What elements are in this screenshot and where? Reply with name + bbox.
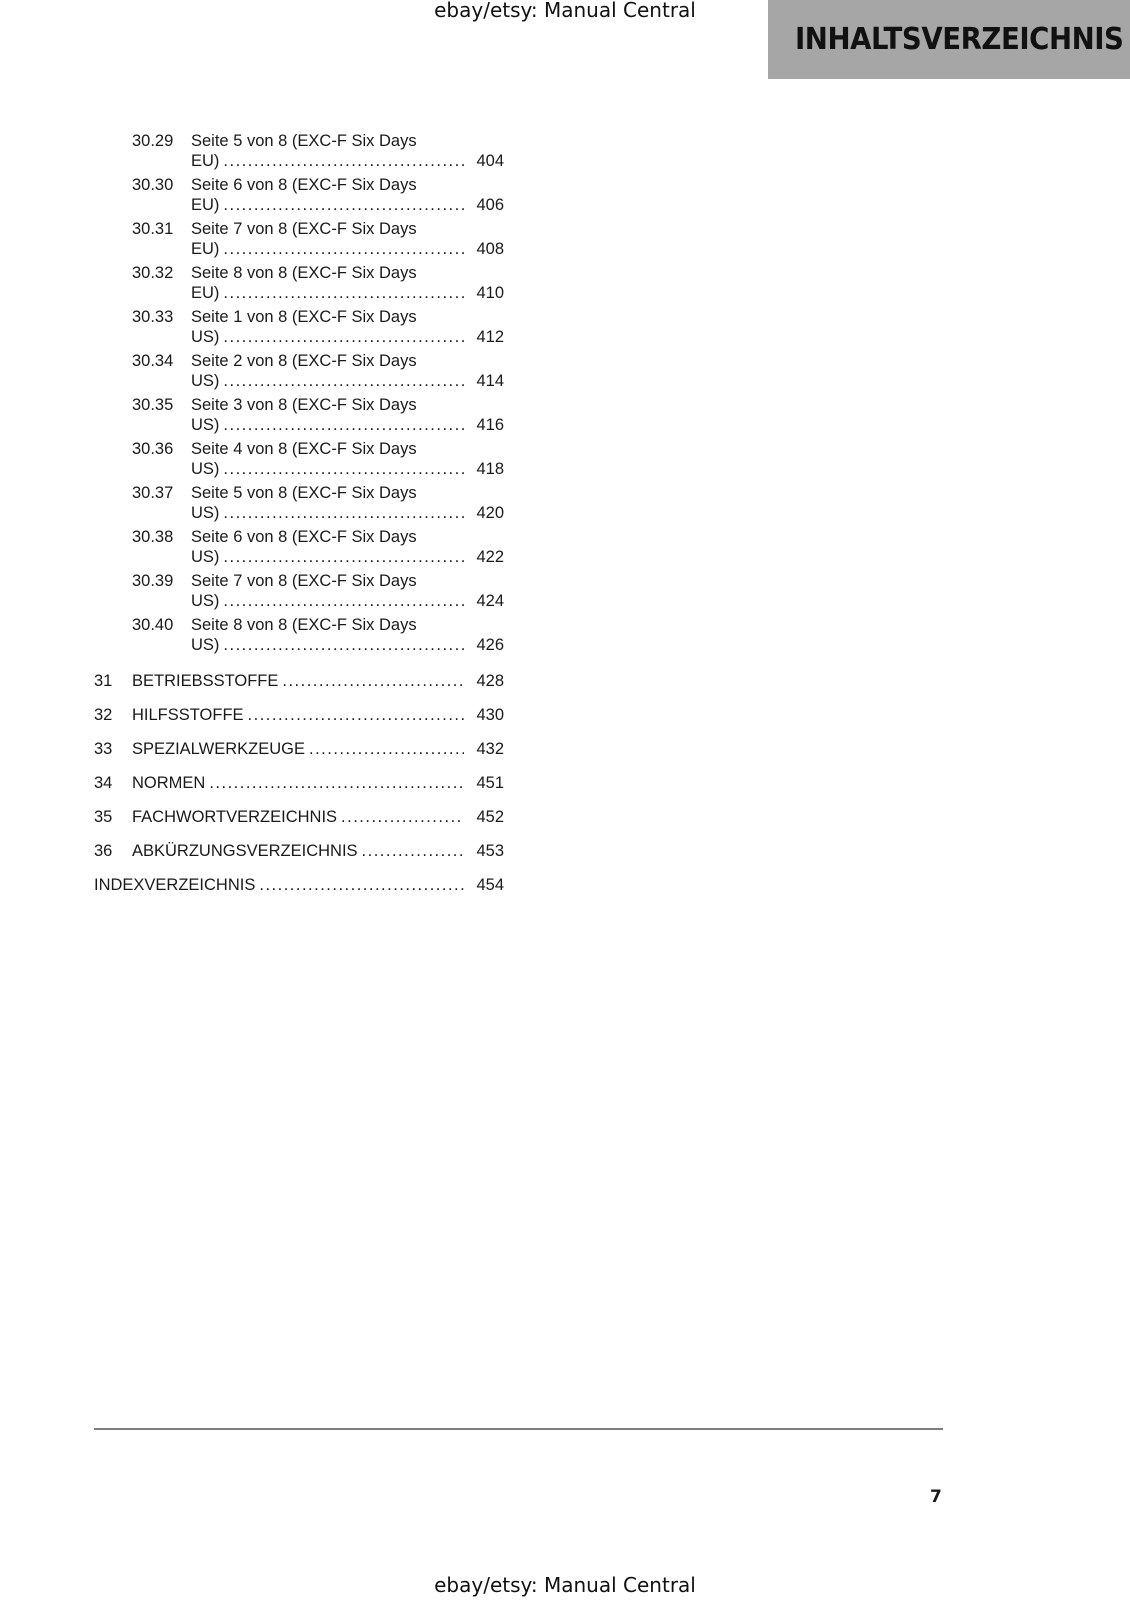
toc-entry-page: 404 [476, 152, 504, 170]
toc-chapter-page: 432 [476, 740, 504, 758]
leader-dots [209, 774, 464, 808]
leader-dots [223, 372, 464, 391]
toc-entry-page: 406 [476, 196, 504, 214]
toc-entry-number: 30.37 [132, 484, 174, 502]
toc-chapter-entry[interactable] [94, 808, 504, 842]
toc-entry-title-cont: US) [191, 592, 220, 610]
section-title: INHALTSVERZEICHNIS [795, 22, 1124, 57]
toc-entry-page: 410 [476, 284, 504, 302]
footer-divider [94, 1428, 943, 1430]
toc-entry[interactable] [94, 528, 504, 572]
toc-entry-title-cont: EU) [191, 284, 220, 302]
toc-entry-title-cont: US) [191, 328, 220, 346]
toc-entry-title: Seite 8 von 8 (EXC-F Six Days [191, 264, 417, 282]
toc-chapter-page: 451 [476, 774, 504, 792]
toc-entry-page: 408 [476, 240, 504, 258]
toc-entry[interactable] [94, 396, 504, 440]
toc-entry-page: 420 [476, 504, 504, 522]
toc-chapter-page: 452 [476, 808, 504, 826]
leader-dots [282, 672, 464, 706]
toc-entry-title-cont: EU) [191, 240, 220, 258]
toc-chapter-entry[interactable] [94, 774, 504, 808]
toc-entry[interactable] [94, 264, 504, 308]
watermark-bottom: ebay/etsy: Manual Central [434, 1573, 696, 1597]
leader-dots [223, 284, 464, 303]
toc-entry-number: 30.35 [132, 396, 174, 414]
toc-entry-title-cont: US) [191, 372, 220, 390]
leader-dots [248, 706, 464, 740]
toc-entry-title: Seite 3 von 8 (EXC-F Six Days [191, 396, 417, 414]
toc-entry-number: 30.32 [132, 264, 174, 282]
toc-entry-title: Seite 8 von 8 (EXC-F Six Days [191, 616, 417, 634]
toc-chapter-title: SPEZIALWERKZEUGE [132, 740, 305, 758]
toc-chapter-title: FACHWORTVERZEICHNIS [132, 808, 338, 826]
watermark-top: ebay/etsy: Manual Central [434, 0, 696, 22]
toc-entry-number: 30.36 [132, 440, 174, 458]
toc-chapter-entry[interactable] [94, 672, 504, 706]
toc-entry-title: Seite 7 von 8 (EXC-F Six Days [191, 572, 417, 590]
toc-index-page: 454 [476, 876, 504, 894]
toc-entry-title-cont: US) [191, 460, 220, 478]
toc-chapter-number: 34 [94, 774, 113, 792]
toc-chapter-number: 33 [94, 740, 113, 758]
toc-entry[interactable] [94, 308, 504, 352]
toc-entry[interactable] [94, 616, 504, 672]
toc-entry-title-cont: US) [191, 636, 220, 654]
toc-entry-title: Seite 6 von 8 (EXC-F Six Days [191, 528, 417, 546]
leader-dots [223, 460, 464, 479]
toc-entry[interactable] [94, 484, 504, 528]
toc-entry-title-cont: EU) [191, 196, 220, 214]
toc-entry-title-cont: US) [191, 504, 220, 522]
toc-chapter-page: 430 [476, 706, 504, 724]
toc-entry-page: 412 [476, 328, 504, 346]
toc-chapter-number: 36 [94, 842, 113, 860]
toc-chapter-title: HILFSSTOFFE [132, 706, 244, 724]
toc-index-title: INDEXVERZEICHNIS [94, 876, 256, 894]
leader-dots [223, 548, 464, 567]
toc-entry-title: Seite 2 von 8 (EXC-F Six Days [191, 352, 417, 370]
leader-dots [223, 592, 464, 611]
toc-entry[interactable] [94, 176, 504, 220]
toc-entry-title: Seite 5 von 8 (EXC-F Six Days [191, 484, 417, 502]
toc-entry-number: 30.34 [132, 352, 174, 370]
toc-entry-page: 426 [476, 636, 504, 654]
toc-chapter-page: 453 [476, 842, 504, 860]
toc-index-entry[interactable] [94, 876, 504, 910]
toc-chapter-number: 31 [94, 672, 113, 690]
leader-dots [223, 504, 464, 523]
toc-entry-number: 30.38 [132, 528, 174, 546]
leader-dots [223, 416, 464, 435]
leader-dots [341, 808, 464, 842]
leader-dots [223, 152, 464, 171]
toc-entry-number: 30.40 [132, 616, 174, 634]
toc-entry-title: Seite 1 von 8 (EXC-F Six Days [191, 308, 417, 326]
toc-entry-number: 30.33 [132, 308, 174, 326]
toc-chapter-title: ABKÜRZUNGSVERZEICHNIS [132, 842, 358, 860]
section-tab [768, 0, 1130, 79]
toc-entry[interactable] [94, 572, 504, 616]
toc-chapter-page: 428 [476, 672, 504, 690]
toc-entry-number: 30.30 [132, 176, 174, 194]
toc-entry-number: 30.39 [132, 572, 174, 590]
leader-dots [362, 842, 464, 876]
toc-entry-title: Seite 7 von 8 (EXC-F Six Days [191, 220, 417, 238]
toc-chapter-entry[interactable] [94, 706, 504, 740]
toc-entry-page: 422 [476, 548, 504, 566]
toc-entry-number: 30.31 [132, 220, 174, 238]
toc-chapter-number: 32 [94, 706, 113, 724]
toc-entry-page: 416 [476, 416, 504, 434]
toc-entry-title: Seite 4 von 8 (EXC-F Six Days [191, 440, 417, 458]
toc-entry-title-cont: US) [191, 416, 220, 434]
toc-chapter-title: BETRIEBSSTOFFE [132, 672, 279, 690]
toc-entry[interactable] [94, 352, 504, 396]
toc-entry-number: 30.29 [132, 132, 174, 150]
toc-entry-title: Seite 6 von 8 (EXC-F Six Days [191, 176, 417, 194]
page-number: 7 [930, 1487, 942, 1507]
leader-dots [223, 240, 464, 259]
leader-dots [223, 196, 464, 215]
toc-chapter-entry[interactable] [94, 842, 504, 876]
toc-entry-page: 414 [476, 372, 504, 390]
toc-chapter-title: NORMEN [132, 774, 206, 792]
leader-dots [259, 876, 464, 910]
toc-entry[interactable] [94, 440, 504, 484]
toc-entry-page: 424 [476, 592, 504, 610]
leader-dots [223, 328, 464, 347]
toc-entry-title-cont: US) [191, 548, 220, 566]
toc-entry-page: 418 [476, 460, 504, 478]
toc-entry-title: Seite 5 von 8 (EXC-F Six Days [191, 132, 417, 150]
toc-entry[interactable] [94, 220, 504, 264]
toc-chapter-number: 35 [94, 808, 113, 826]
leader-dots [223, 636, 464, 655]
table-of-contents [94, 132, 504, 910]
toc-chapter-entry[interactable] [94, 740, 504, 774]
leader-dots [309, 740, 464, 774]
toc-entry-title-cont: EU) [191, 152, 220, 170]
toc-entry[interactable] [94, 132, 504, 176]
